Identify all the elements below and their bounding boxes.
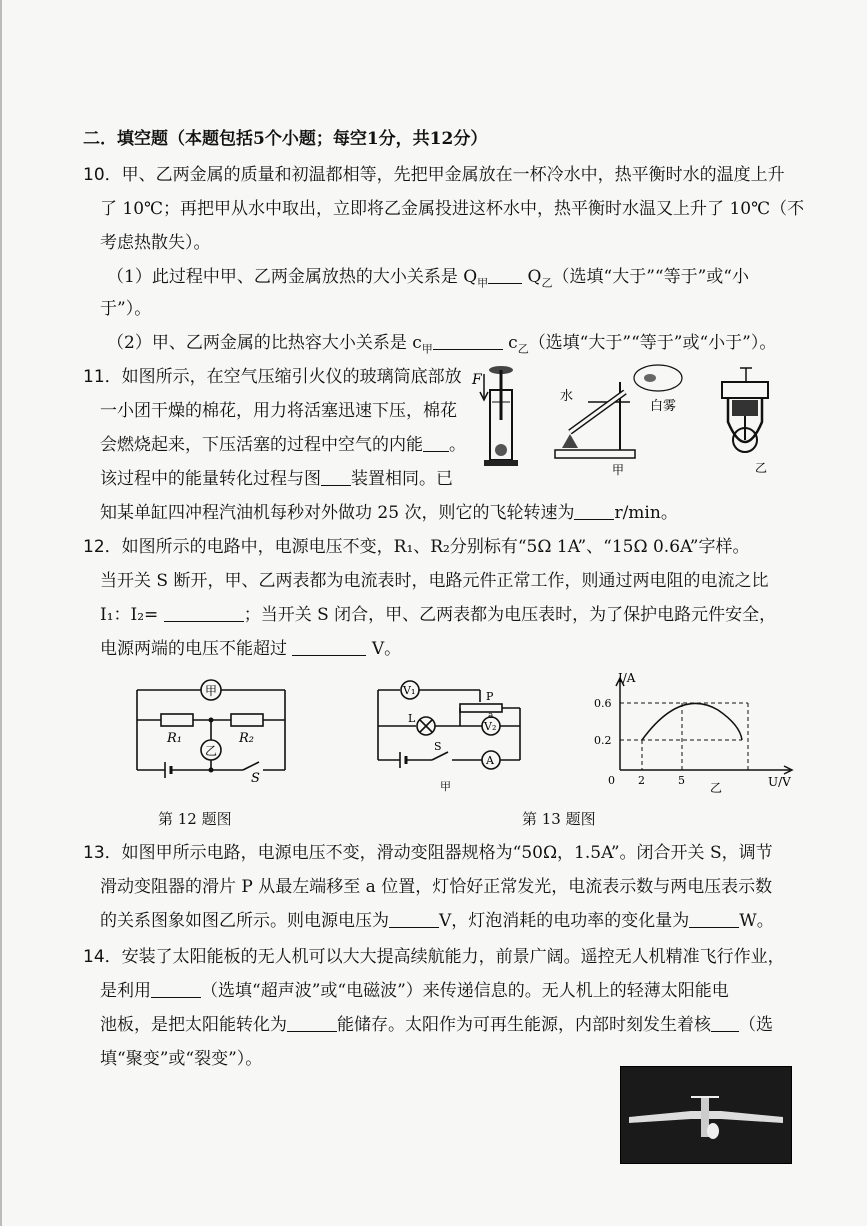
- q10-line1: [83, 164, 783, 186]
- q13-blank1[interactable]: [389, 911, 439, 928]
- q11-blank1[interactable]: [423, 435, 449, 452]
- q10-blank1[interactable]: [488, 267, 522, 284]
- q11-line3: [100, 434, 480, 456]
- q12-line2: 当开关 S 断开，甲、乙两表都为电流表时，电路元件正常工作，则通过两电阻的电流之比: [100, 571, 769, 591]
- q10-part1-end: 于”）。: [100, 299, 152, 319]
- q10-part1-hint: （选填“大于”“等于”或“小: [552, 267, 749, 287]
- q12-line1: [83, 536, 783, 558]
- q11-text4: 该过程中的能量转化过程与图: [100, 469, 321, 489]
- graph-x-tick-2: 2: [638, 774, 645, 787]
- q11-text3b: 。: [449, 435, 466, 455]
- section-title: 二．填空题（本题包括5个小题；每空1分，共12分）: [83, 129, 488, 149]
- q11-text5: 知某单缸四冲程汽油机每秒对外做功 25 次，则它的飞轮转速为: [100, 503, 575, 523]
- q14-number: 14．: [83, 947, 122, 967]
- v1-label: V₁: [403, 684, 416, 697]
- page-edge: [0, 0, 2, 1226]
- drone-icon: [621, 1067, 791, 1163]
- q10-line3: 考虑热散失）。: [100, 233, 211, 253]
- r1-label: R₁: [167, 731, 182, 746]
- q13-text1: 如图甲所示电路，电源电压不变，滑动变阻器规格为“50Ω，1.5A”。闭合开关 S，调节: [121, 843, 773, 863]
- q10-part1: （1）此过程中甲、乙两金属放热的大小关系是 $Q_甲$ $Q_乙$（选填“大于”“等于”或“小: [107, 267, 749, 290]
- q14-text2: 是利用: [100, 981, 151, 1001]
- q12-text3: I₁：I₂=: [100, 605, 159, 625]
- q11-line5: [100, 502, 800, 524]
- q13-circuit: [370, 678, 530, 798]
- q13-text3b: V，灯泡消耗的电功率的变化量为: [439, 911, 690, 931]
- water-label: 水: [560, 389, 574, 404]
- q14-line3: [100, 1014, 800, 1036]
- graph-y-tick-06: 0.6: [594, 697, 612, 710]
- fig-jia-label: 甲: [612, 463, 625, 477]
- q14-text2b: （选填“超声波”或“电磁波”）来传递信息的。无人机上的轻薄太阳能电: [201, 981, 729, 1001]
- q10-sub-yi2: 乙: [517, 342, 529, 356]
- q12-circuit: [125, 678, 295, 788]
- q13-number: 13．: [83, 843, 122, 863]
- q10-part1-text: （1）此过程中甲、乙两金属放热的大小关系是 Q: [107, 267, 478, 287]
- q11-text4b: 装置相同。已: [351, 469, 453, 489]
- q10-sub-jia2: 甲: [421, 342, 433, 356]
- q12-line3: [100, 604, 800, 626]
- fog-label: 白雾: [650, 399, 677, 414]
- q12-line4: [100, 638, 800, 660]
- q11-figures: [470, 362, 800, 482]
- q12-text4: 电源两端的电压不能超过: [100, 639, 287, 659]
- q10-part2-hint: （选填“大于”“等于”或“小于”）。: [528, 333, 777, 353]
- graph-x-axis-label: U/V: [768, 775, 791, 789]
- graph-x-tick-5: 5: [678, 774, 685, 787]
- force-label: F: [472, 372, 482, 388]
- fig-yi-label: 乙: [755, 461, 768, 475]
- q10-blank2[interactable]: [433, 333, 503, 350]
- q12-text1: 如图所示的电路中，电源电压不变，R₁、R₂分别标有“5Ω 1A”、“15Ω 0.6A”字样。: [121, 537, 750, 557]
- q14-blank3[interactable]: [711, 1015, 739, 1032]
- q14-blank1[interactable]: [151, 981, 201, 998]
- q12-blank2[interactable]: [292, 639, 366, 656]
- drone-photo: [620, 1066, 792, 1164]
- q14-text3: 池板，是把太阳能转化为: [100, 1015, 287, 1035]
- q12-text3b: ；当开关 S 闭合，甲、乙两表都为电压表时，为了保护电路元件安全，: [243, 605, 777, 625]
- q11-line4: [100, 468, 480, 490]
- q10-part2: （2）甲、乙两金属的比热容大小关系是 $c_甲$ $c_乙$（选填“大于”“等于”或“小于”）。: [107, 333, 777, 356]
- graph-yi-label: 乙: [710, 781, 723, 795]
- q11-text3: 会燃烧起来，下压活塞的过程中空气的内能: [100, 435, 423, 455]
- q13-line1: [83, 842, 783, 864]
- compression-igniter-figure: [471, 366, 518, 466]
- meter-jia-label: 甲: [205, 684, 218, 698]
- q11-number: 11．: [83, 367, 122, 387]
- q10-sub-yi: 乙: [541, 276, 553, 290]
- q11-blank2[interactable]: [321, 469, 351, 486]
- q10-line2: 了 10℃；再把甲从水中取出，立即将乙金属投进这杯水中，热平衡时水温又上升了 10℃（不: [100, 199, 805, 219]
- ammeter-label: A: [486, 754, 494, 767]
- slider-p-label: P: [486, 690, 494, 703]
- q10-number: 10．: [83, 165, 122, 185]
- graph-y-tick-02: 0.2: [594, 734, 612, 747]
- switch-label: S: [251, 771, 260, 786]
- steam-tube-figure: [555, 365, 682, 477]
- meter-yi-label: 乙: [205, 744, 218, 758]
- q14-line1: [83, 946, 783, 968]
- q13-switch-label: S: [434, 740, 442, 753]
- q14-line4: 填“聚变”或“裂变”）。: [100, 1049, 263, 1069]
- q14-line2: [100, 980, 800, 1002]
- q13-text3c: W。: [739, 911, 774, 931]
- q11-line2: 一小团干燥的棉花，用力将活塞迅速下压，棉花: [100, 401, 457, 421]
- q10-text1: 甲、乙两金属的质量和初温都相等，先把甲金属放在一杯冷水中，热平衡时水的温度上升: [121, 165, 785, 185]
- q12-text4b: V。: [371, 639, 402, 659]
- q11-text1: 如图所示，在空气压缩引火仪的玻璃筒底部放: [121, 367, 462, 387]
- lamp-label: L: [408, 712, 416, 725]
- q12-caption: 第 12 题图: [158, 810, 232, 828]
- graph-y-axis-label: I/A: [618, 671, 636, 685]
- q11-line1: [83, 366, 463, 388]
- q14-text3c: （选: [739, 1015, 773, 1035]
- q14-text1: 安装了太阳能板的无人机可以大大提高续航能力，前景广阔。遥控无人机精准飞行作业，: [121, 947, 785, 967]
- q13-line2: 滑动变阻器的滑片 P 从最左端移至 a 位置，灯恰好正常发光，电流表示数与两电压表示数: [100, 877, 773, 897]
- graph-origin-label: 0: [608, 774, 615, 787]
- q11-text5b: r/min。: [614, 503, 678, 523]
- q10-part2-text: （2）甲、乙两金属的比热容大小关系是 c: [107, 333, 422, 353]
- r2-label: R₂: [239, 731, 254, 746]
- q12-number: 12．: [83, 537, 122, 557]
- q11-blank3[interactable]: [574, 503, 614, 520]
- q12-blank1[interactable]: [164, 605, 244, 622]
- q13-blank2[interactable]: [689, 911, 739, 928]
- q13-text3: 的关系图象如图乙所示。则电源电压为: [100, 911, 389, 931]
- q13-fig-jia-label: 甲: [440, 780, 451, 793]
- q14-blank2[interactable]: [287, 1015, 337, 1032]
- q10-sub-jia: 甲: [477, 276, 489, 290]
- q13-graph: [590, 670, 800, 800]
- q13-caption: 第 13 题图: [522, 810, 596, 828]
- q14-text3b: 能储存。太阳作为可再生能源，内部时刻发生着核: [337, 1015, 711, 1035]
- engine-figure: [722, 368, 768, 475]
- position-a-label: a: [488, 711, 494, 721]
- q13-line3: [100, 910, 800, 932]
- v2-label: V₂: [484, 720, 497, 733]
